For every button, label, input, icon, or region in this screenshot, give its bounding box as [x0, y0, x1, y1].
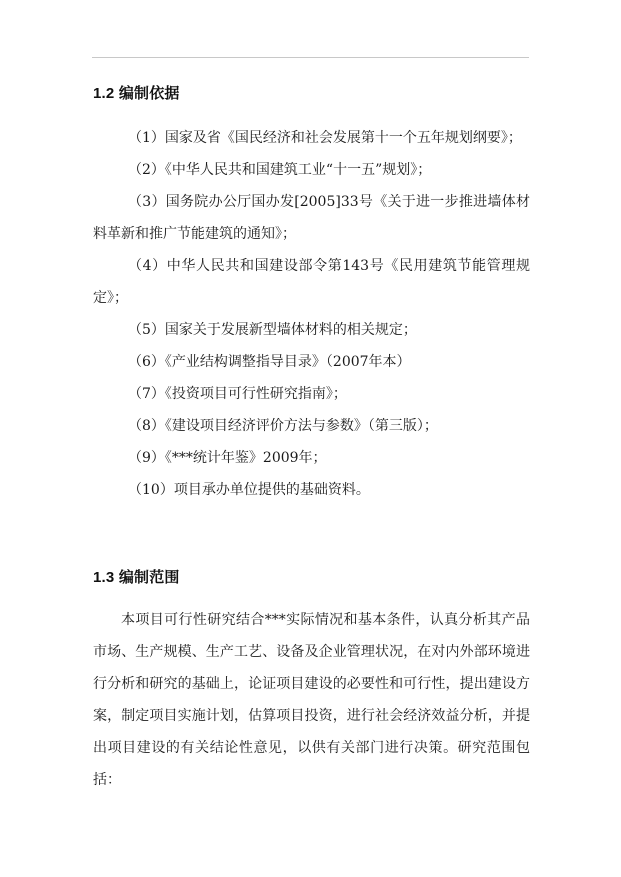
section-heading-1-2: 1.2 编制依据	[93, 85, 180, 102]
list-item: （2）《中华人民共和国建筑工业“十一五”规划》；	[128, 162, 432, 178]
list-item: （7）《投资项目可行性研究指南》；	[128, 386, 347, 402]
basis-list	[93, 122, 530, 506]
list-item: （1）国家及省《国民经济和社会发展第十一个五年规划纲要》；	[128, 130, 522, 146]
list-item: （3）国务院办公厅国办发[2005]33号《关于进一步推进墙体材料革新和推广节能建筑的通知》；	[93, 194, 530, 242]
list-item: （6）《产业结构调整指导目录》（2007年本）	[128, 354, 411, 370]
list-item: （5）国家关于发展新型墙体材料的相关规定；	[128, 322, 417, 338]
header-rule	[92, 57, 529, 58]
list-item: （4）中华人民共和国建设部令第143号《民用建筑节能管理规定》；	[93, 258, 530, 306]
scope-paragraph: 本项目可行性研究结合***实际情况和基本条件，认真分析其产品市场、生产规模、生产工艺、设备及企业管理状况，在对内外部环境进行分析和研究的基础上，论证项目建设的必要性和可行性，提出建设方案，制定项目实施计划，估算项目投资，进行社会经济效益分析，并提出项目建设的有关结论性意见，以供有关部门进行决策。研究范围包括：	[93, 612, 530, 788]
list-item: （8）《建设项目经济评价方法与参数》（第三版）；	[128, 418, 438, 434]
section-heading-1-3: 1.3 编制范围	[93, 569, 180, 586]
list-item: （9）《***统计年鉴》2009年；	[128, 450, 327, 466]
list-item: （10）项目承办单位提供的基础资料。	[128, 482, 370, 498]
